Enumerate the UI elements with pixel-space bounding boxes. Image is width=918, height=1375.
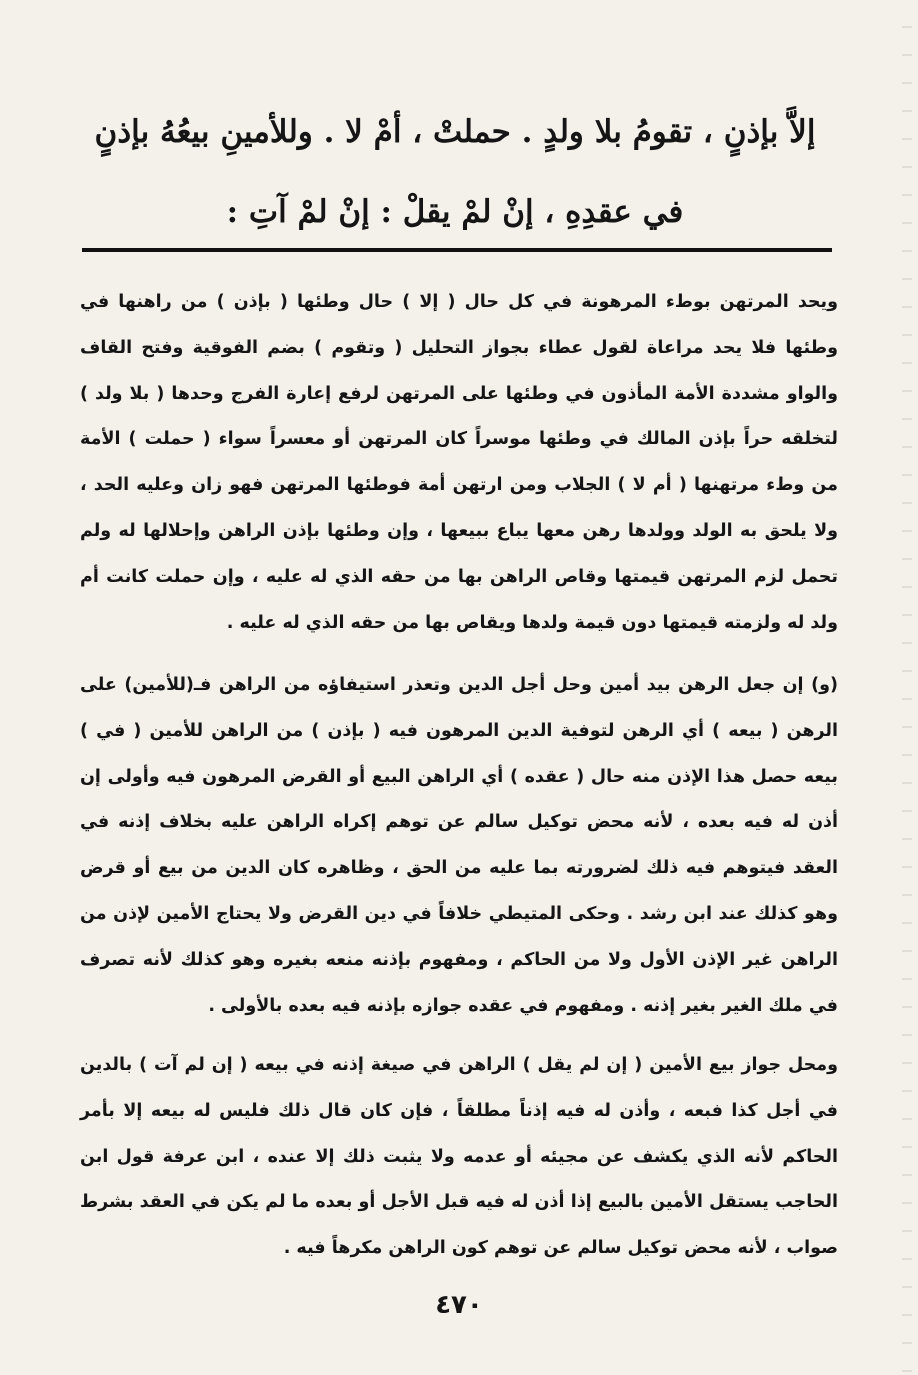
separator-rule bbox=[82, 248, 832, 252]
matn-line-2: في عقدِهِ ، إنْ لمْ يقلْ : إنْ لمْ آتِ : bbox=[226, 194, 684, 230]
scan-edge bbox=[902, 0, 912, 1375]
matn-line-1: إلاَّ بإذنٍ ، تقومُ بلا ولدٍ . حملتْ ، أمْ لا . وللأمينِ بيعُهُ بإذنٍ bbox=[94, 114, 816, 150]
commentary-paragraph-1: ويحد المرتهن بوطء المرهونة في كل حال ( إلا ) حال وطئها ( بإذن ) من راهنها في وطئها فلا يحد مراعاة لقول عطاء بجواز التحليل ( وتقوم ) بضم الفوقية وفتح القاف والواو مشددة الأمة المأذون في وطئها على المرتهن لرفع إعارة الفرج وحدها ( بلا ولد ) لتخلقه حراً بإذن المالك في وطئها موسراً كان المرتهن أو معسراً سواء ( حملت ) الأمة من وطء مرتهنها ( أم لا ) الجلاب ومن ارتهن أمة فوطئها المرتهن فهو زان وعليه الحد ، ولا يلحق به الولد وولدها رهن معها يباع ببيعها ، وإن وطئها بإذن الراهن وإحلالها له ولم تحمل لزم المرتهن قيمتها وقاص الراهن بها من حقه الذي له عليه ، وإن حملت كانت أم ولد له ولزمته قيمتها دون قيمة ولدها ويقاص بها من حقه الذي له عليه . bbox=[80, 292, 838, 633]
page-number: ٤٧٠ bbox=[435, 1290, 483, 1320]
commentary-paragraph-3: ومحل جواز بيع الأمين ( إن لم يقل ) الراهن في صيغة إذنه في بيعه ( إن لم آت ) بالدين في أجل كذا فبعه ، وأذن له فيه إذناً مطلقاً ، فإن كان قال ذلك فليس له بيعه إلا بأمر الحاكم لأنه الذي يكشف عن مجيئه أو عدمه ولا يثبت ذلك إلا عنده ، ابن عرفة قول ابن الحاجب يستقل الأمين بالبيع إذا أذن له فيه قبل الأجل أو بعده ما لم يكن في العقد بشرط صواب ، لأنه محض توكيل سالم عن توهم كون الراهن مكرهاً فيه . bbox=[80, 1055, 838, 1259]
commentary-paragraph-2: (و) إن جعل الرهن بيد أمين وحل أجل الدين وتعذر استيفاؤه من الراهن فـ(للأمين) على الرهن ( بيعه ) أي الرهن لتوفية الدين المرهون فيه ( بإذن ) من الراهن للأمين ( في ) بيعه حصل هذا الإذن منه حال ( عقده ) أي الراهن البيع أو القرض المرهون فيه وأولى إن أذن له فيه بعده ، لأنه محض توكيل سالم عن توهم إكراه الراهن عليه بخلاف إذنه في العقد فيتوهم فيه ذلك لضرورته بما عليه من الحق ، وظاهره كان الدين من بيع أو قرض وهو كذلك عند ابن رشد . وحكى المتيطي خلافاً في دين القرض ولا يحتاج الأمين لإذن من الراهن غير الإذن الأول ولا من الحاكم ، ومفهوم بإذنه منعه بغيره وهو كذلك لأنه تصرف في ملك الغير بغير إذنه . ومفهوم في عقده جوازه بإذنه فيه بعده بالأولى . bbox=[80, 675, 838, 1016]
